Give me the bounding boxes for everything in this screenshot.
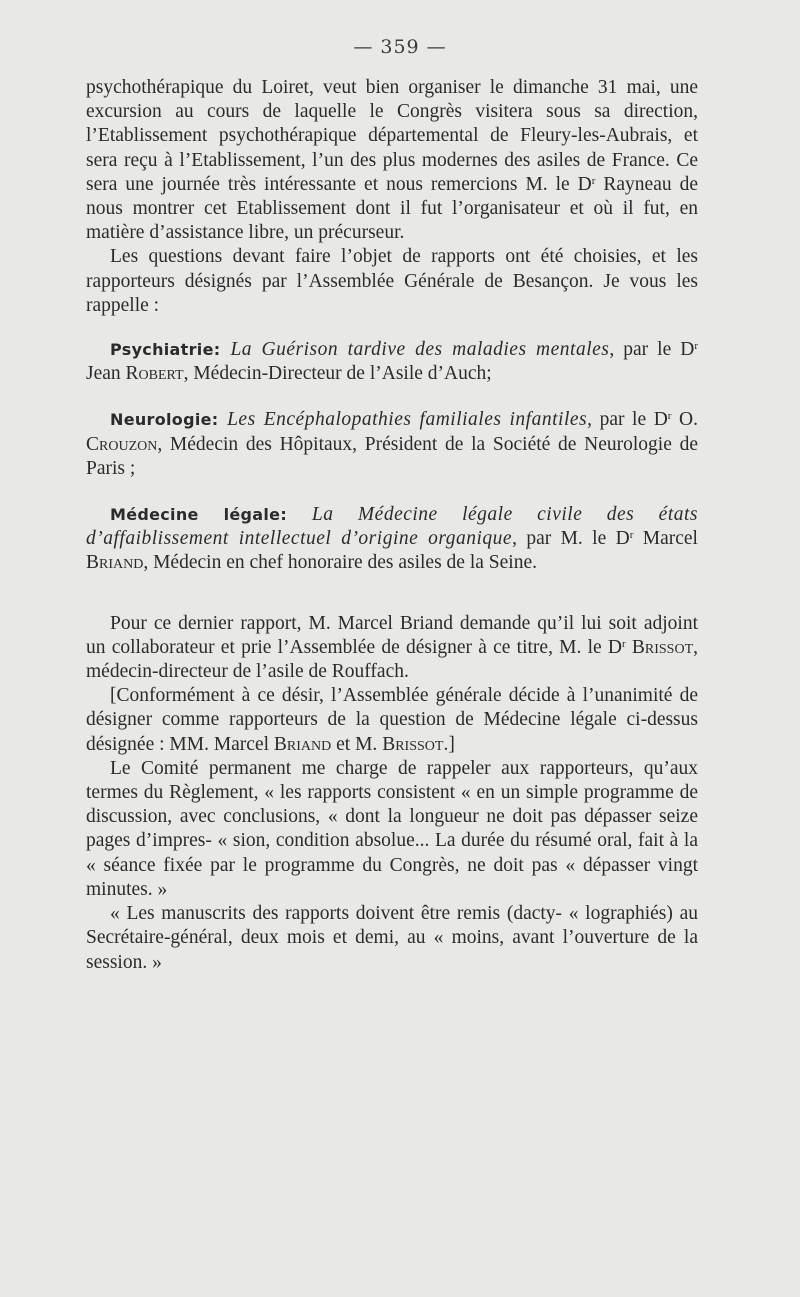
topic-psychiatrie: Psychiatrie: La Guérison tardive des maladies mentales, par le $D^r$ Jean Robert, Médecin-Directeur de l’Asile d’Auch; bbox=[86, 339, 698, 385]
paragraph-reglement: Le Comité permanent me charge de rappeler aux rapporteurs, qu’aux termes du Règlement, « les rapports consistent « en un simple programme de discussion, avec conclusions, « dont la longueur ne doit pas dépasser seize pages d’impres- « sion, condition absolue... La durée du résumé oral, fait à la « séance fixée par le programme du Congrès, ne doit pas « dépasser vingt minutes. » bbox=[86, 757, 698, 900]
paragraph-questions: Les questions devant faire l’objet de rapports ont été choisies, et les rapporteurs désignés par l’Assemblée Générale de Besançon. Je vous les rappelle : bbox=[86, 246, 698, 316]
author-name: Brissot bbox=[382, 733, 444, 755]
paragraph-decision: [Conformément à ce désir, l’Assemblée générale décide à l’unanimité de désigner comme rapporteurs de la question de Médecine légale ci-dessus désignée : MM. Marcel Briand et M. Brissot.] bbox=[86, 685, 698, 755]
page-number: — 359 — bbox=[353, 36, 447, 58]
topic-title: Les Encéphalopathies familiales infantiles bbox=[227, 409, 588, 431]
author-name: Robert bbox=[125, 363, 184, 385]
author-name: Brissot bbox=[631, 636, 694, 658]
topic-title: La Guérison tardive des maladies mentales bbox=[230, 339, 610, 361]
topic-label: Médecine légale bbox=[110, 505, 281, 525]
body-text bbox=[86, 76, 698, 975]
paragraph-manuscrits: « Les manuscrits des rapports doivent être remis (dacty- « lographiés) au Secrétaire-général, deux mois et demi, au « moins, avant l’ouverture de la session. » bbox=[86, 903, 698, 973]
paragraph-briand-request: Pour ce dernier rapport, M. Marcel Briand demande qu’il lui soit adjoint un collaborateur et prie l’Assemblée de désigner à ce titre, M. le $D^r$ Brissot, médecin-directeur de l’asile de Rouffach. bbox=[86, 612, 699, 683]
author-name: Briand bbox=[86, 552, 144, 574]
topic-label: Neurologie bbox=[110, 410, 212, 430]
topic-medecine-legale: Médecine légale: La Médecine légale civile des états d’affaiblissement intellectuel d’origine organique, par M. le $D^r$ Marcel Briand, Médecin en chef honoraire des asiles de la Seine. bbox=[86, 504, 698, 574]
topic-label: Psychiatrie bbox=[110, 340, 214, 360]
author-name: Briand bbox=[273, 733, 332, 755]
author-name: Crouzon bbox=[86, 433, 158, 455]
topic-title: La Médecine légale civile des états d’affaiblissement intellectuel d’origine organique bbox=[86, 504, 698, 550]
paragraph-excursion: psychothérapique du Loiret, veut bien organiser le dimanche 31 mai, une excursion au cours de laquelle le Congrès visitera sous sa direction, l’Etablissement psychothérapique départemental de Fleury-les-Aubrais, et sera reçu à l’Etablissement, l’un des plus modernes des asiles de France. Ce sera une journée très intéressante et nous remercions M. le $D^r$ Rayneau de nous montrer cet Etablissement dont il fut l’organisateur et où il fut, en matière d’assistance libre, un précurseur. bbox=[86, 77, 698, 244]
topic-neurologie: Neurologie: Les Encéphalopathies familiales infantiles, par le $D^r$ O. Crouzon, Médecin des Hôpitaux, Président de la Société de Neurologie de Paris ; bbox=[86, 409, 698, 479]
